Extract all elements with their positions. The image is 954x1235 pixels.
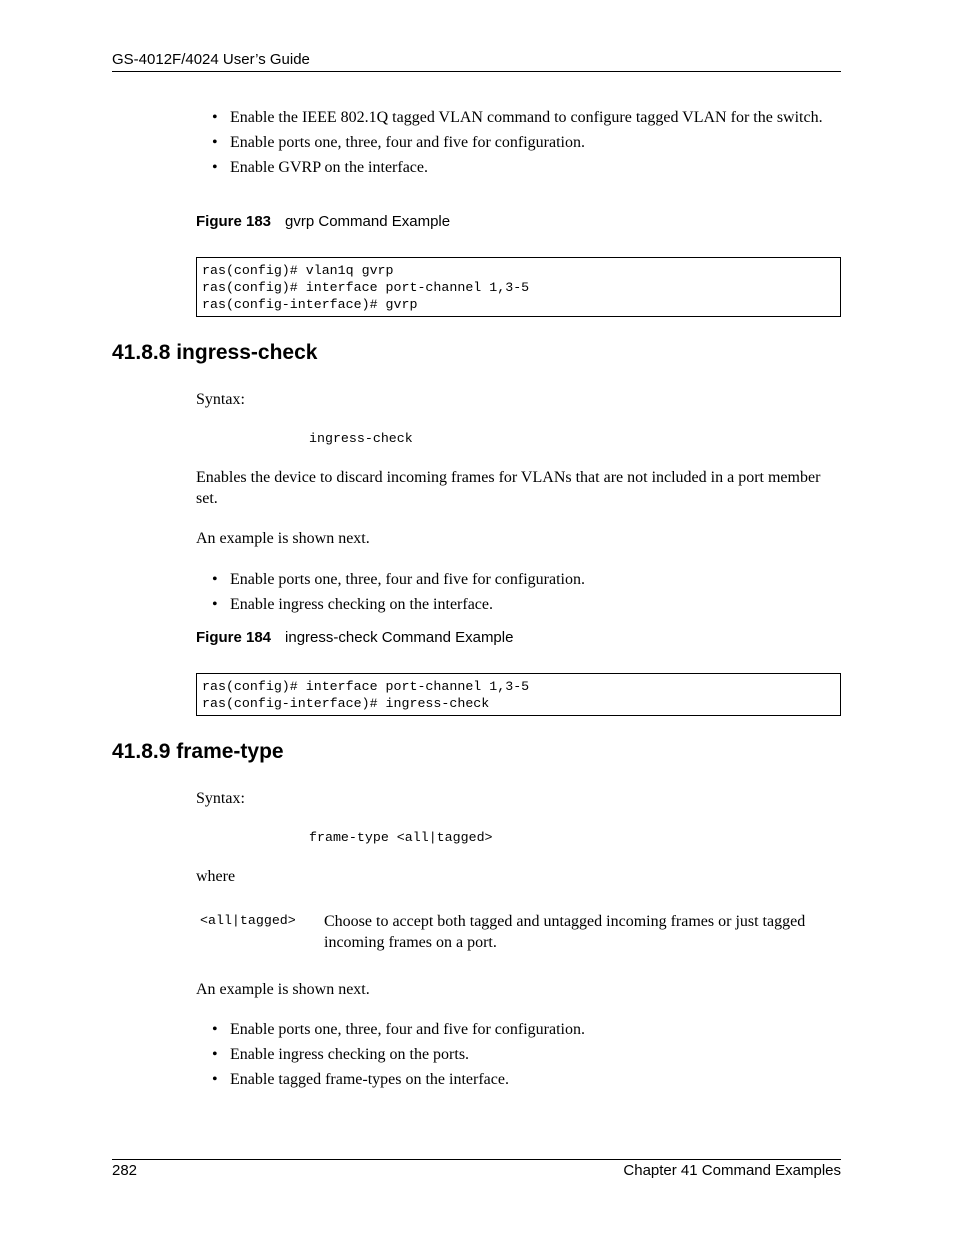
syntax-label: Syntax: (196, 391, 245, 408)
description: Enables the device to discard incoming frames for VLANs that are not included in a port member set. (196, 469, 821, 507)
parameter-description: Choose to accept both tagged and untagged incoming frames or just tagged incoming frames on a port. (324, 913, 806, 951)
list-item: • Enable ingress checking on the ports. (212, 1044, 842, 1065)
footer-rule (112, 1159, 841, 1160)
chapter-title: Chapter 41 Command Examples (623, 1162, 841, 1179)
code-line: ras(config-interface)# ingress-check (202, 696, 490, 711)
list-item: • Enable the IEEE 802.1Q tagged VLAN command to configure tagged VLAN for the switch. (212, 107, 842, 128)
code-line: ras(config)# vlan1q gvrp (202, 263, 394, 278)
syntax-code: ingress-check (309, 431, 413, 446)
list-item: • Enable GVRP on the interface. (212, 157, 842, 178)
where-label: where (196, 868, 236, 885)
figure-title: ingress-check Command Example (285, 629, 514, 646)
figure-caption (196, 629, 513, 646)
bullet-list (212, 1019, 842, 1090)
figure-number: Figure 184 (196, 629, 272, 646)
figure-number: Figure 183 (196, 213, 272, 230)
example-intro: An example is shown next. (196, 530, 370, 547)
code-line: ras(config)# interface port-channel 1,3-5 (202, 280, 530, 295)
running-header: GS-4012F/4024 User’s Guide (112, 51, 310, 68)
list-item: • Enable tagged frame-types on the interface. (212, 1069, 842, 1090)
syntax-label: Syntax: (196, 790, 245, 807)
syntax-code: frame-type <all|tagged> (309, 830, 493, 845)
bullet-list-top (212, 107, 842, 178)
code-line: ras(config)# interface port-channel 1,3-5 (202, 679, 530, 694)
figure-title: gvrp Command Example (285, 213, 451, 230)
example-intro: An example is shown next. (196, 981, 370, 998)
list-item: • Enable ports one, three, four and five for configuration. (212, 569, 842, 590)
code-example-box (196, 673, 841, 716)
section-heading: 41.8.9 frame-type (112, 740, 284, 763)
page-number: 282 (112, 1162, 138, 1179)
parameter-name: <all|tagged> (200, 913, 296, 928)
list-item: • Enable ports one, three, four and five for configuration. (212, 1019, 842, 1040)
bullet-list (212, 569, 842, 615)
code-line: ras(config-interface)# gvrp (202, 297, 418, 312)
list-item: • Enable ports one, three, four and five for configuration. (212, 132, 842, 153)
header-rule (112, 71, 841, 72)
list-item: • Enable ingress checking on the interface. (212, 594, 842, 615)
figure-caption (196, 213, 450, 230)
section-heading: 41.8.8 ingress-check (112, 341, 318, 364)
code-example-box (196, 257, 841, 317)
